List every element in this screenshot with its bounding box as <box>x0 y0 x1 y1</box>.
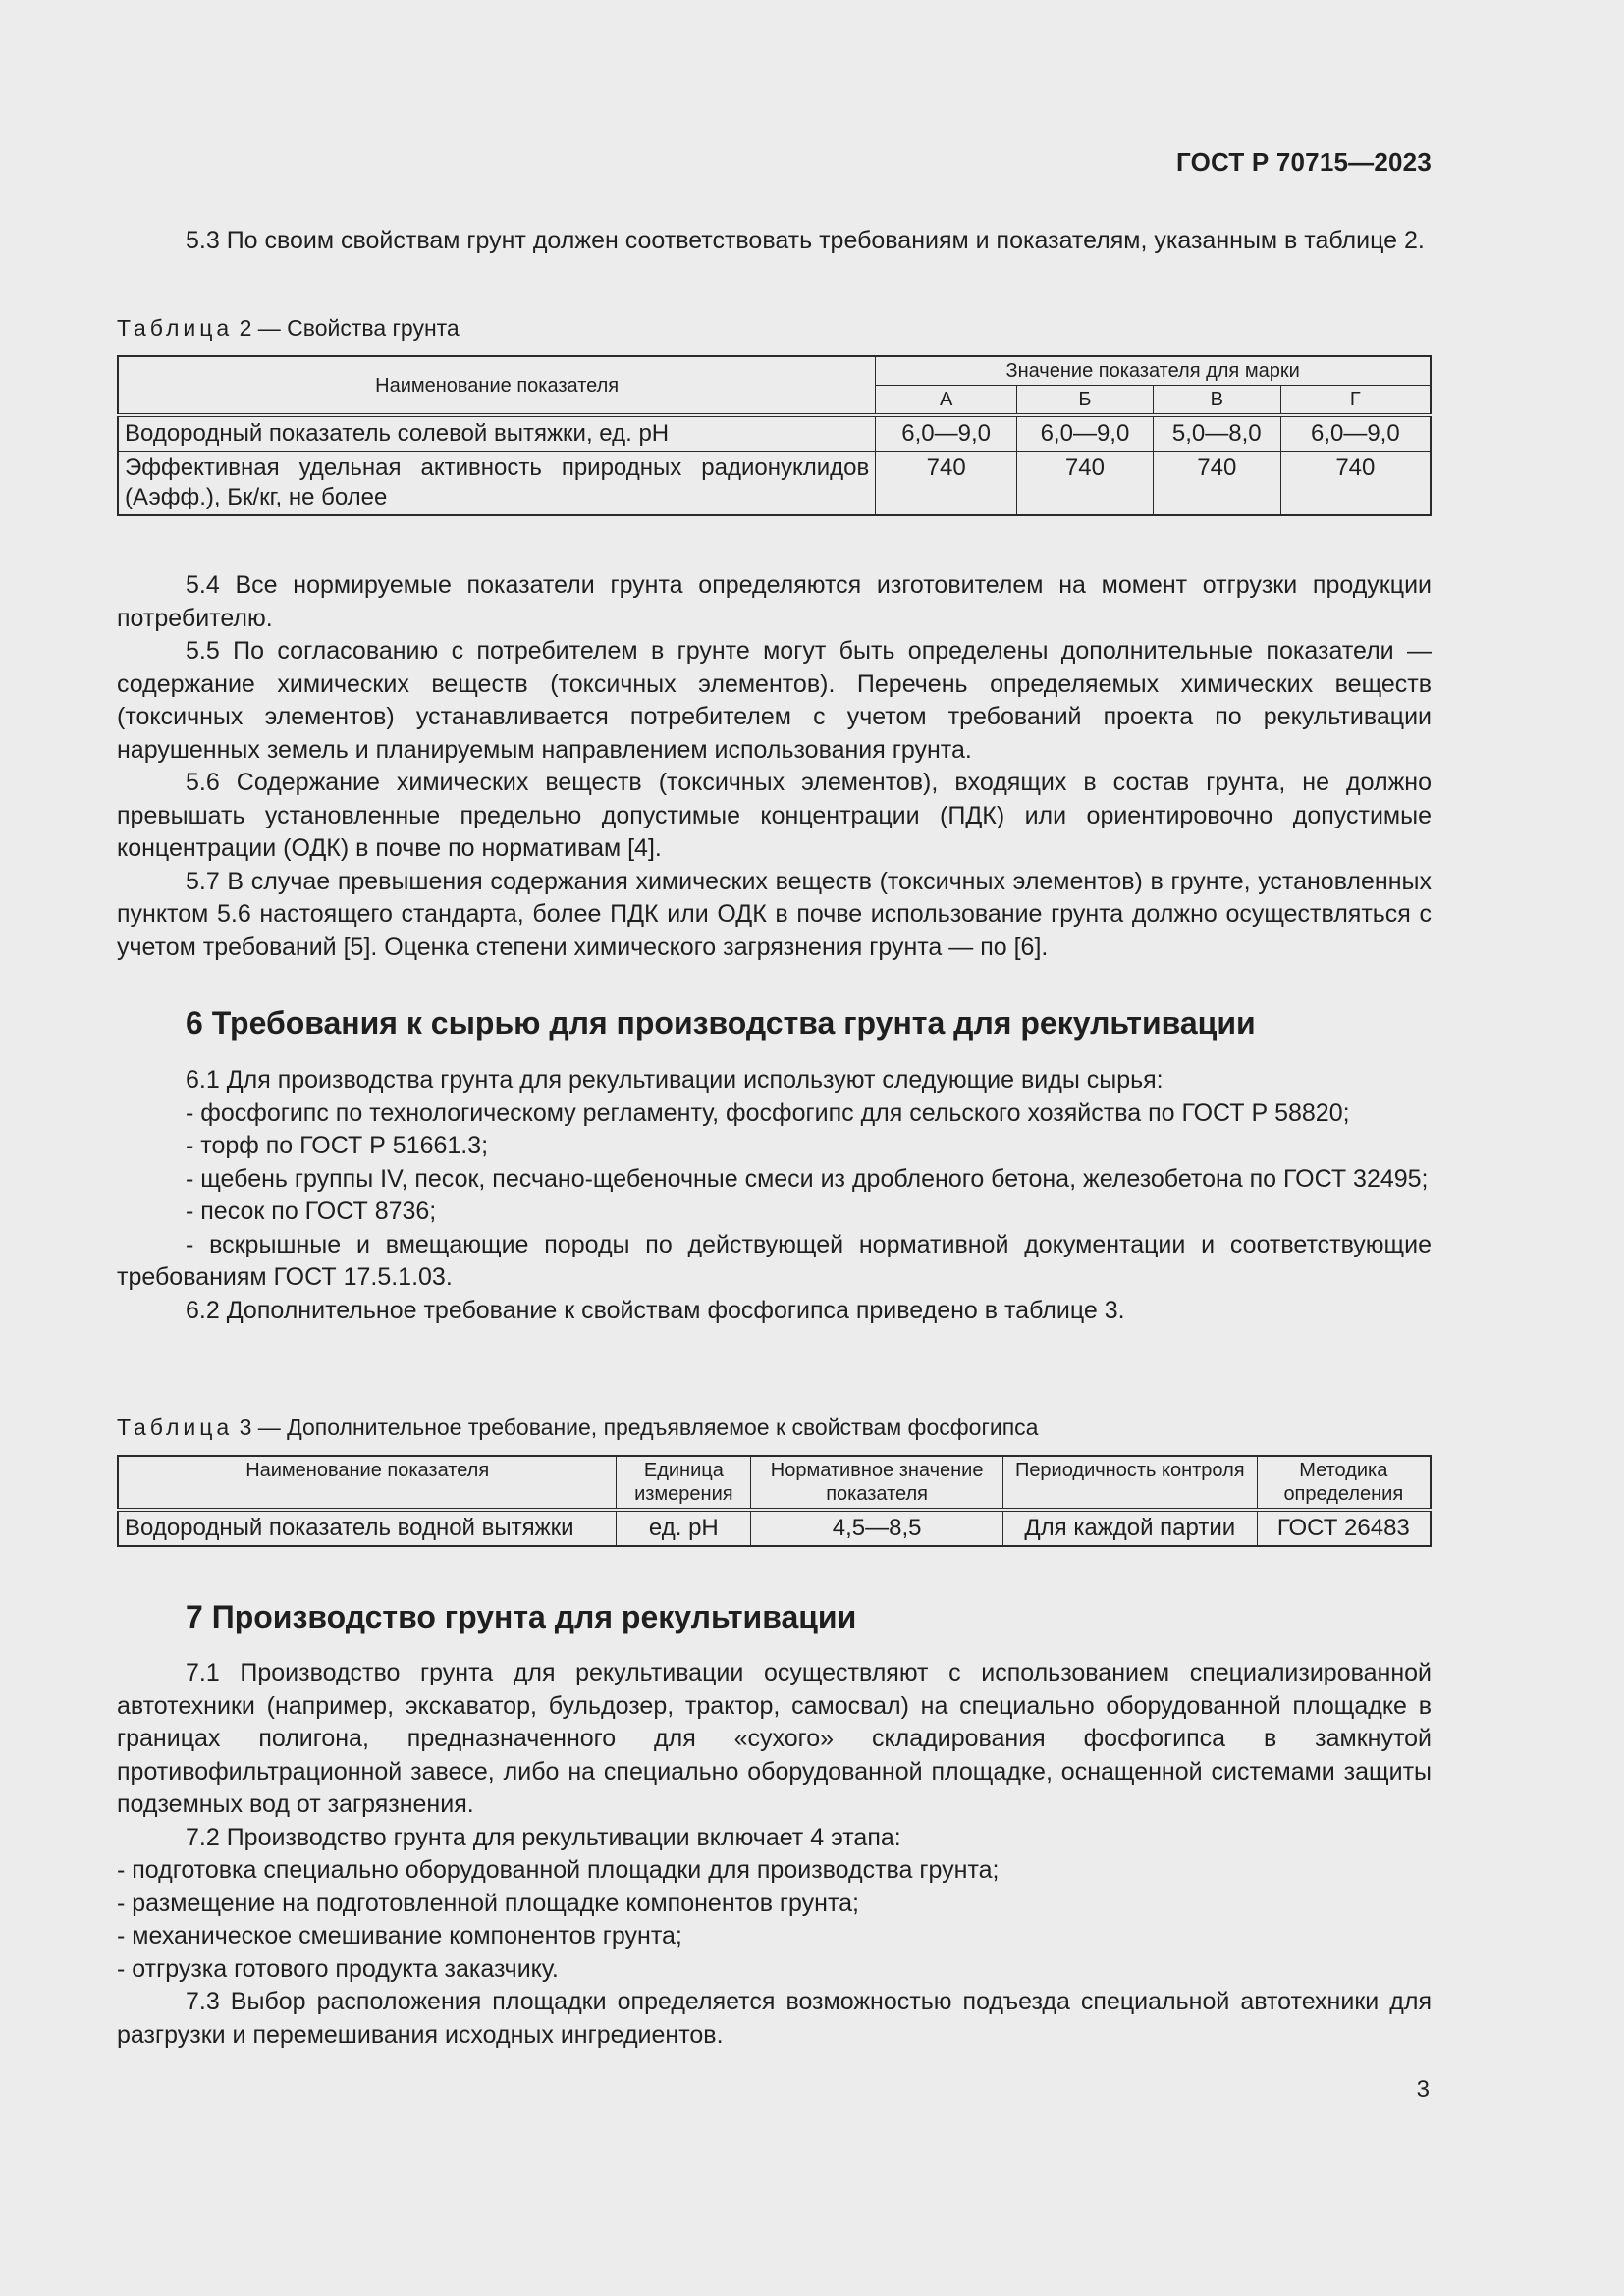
table3-header-period: Периодичность контроля <box>1002 1456 1257 1510</box>
table-row <box>118 452 1431 516</box>
table2-caption-label: Таблица <box>117 315 234 341</box>
table-row <box>118 1510 1431 1546</box>
document-code-header: ГОСТ Р 70715—2023 <box>1176 147 1432 177</box>
paragraph-5-6: 5.6 Содержание химических веществ (токсичных элементов), входящих в состав грунта, не должно превышать установленные предельно допустимые концентрации (ПДК) или ориентировочно допустимые концентрации (ОДК) в почве по нормативам [4]. <box>117 769 1432 862</box>
paragraph-7-3: 7.3 Выбор расположения площадки определяется возможностью подъезда специальной автотехники для разгрузки и перемешивания исходных ингредиентов. <box>117 1988 1432 2049</box>
table2-row2-val-g: 740 <box>1280 452 1431 516</box>
list-item: - отгрузка готового продукта заказчику. <box>117 1954 559 1983</box>
table3-row-period: Для каждой партии <box>1002 1510 1257 1546</box>
table3 <box>117 1455 1432 1547</box>
table3-caption <box>117 1413 1038 1442</box>
table2-row1-val-v: 5,0—8,0 <box>1153 415 1280 452</box>
section6-body <box>117 1064 1432 1327</box>
table2-row1-val-a: 6,0—9,0 <box>876 415 1017 452</box>
table2-row2-name: Эффективная удельная активность природных радионуклидов (Аэфф.), Бк/кг, не более <box>118 452 876 516</box>
table2-row2-val-a: 740 <box>876 452 1017 516</box>
list-item: - подготовка специально оборудованной площадки для производства грунта; <box>117 1856 1000 1884</box>
paragraph-7-2: 7.2 Производство грунта для рекультивации включает 4 этапа: <box>186 1823 901 1851</box>
table2-header-row-1 <box>118 356 1431 386</box>
paragraph-5-7: 5.7 В случае превышения содержания химических веществ (токсичных элементов) в грунте, установленных пунктом 5.6 настоящего стандарта, более ПДК или ОДК в почве использование грунта должно осуществляться с учетом требований [5]. Оценка степени химического загрязнения грунта — по [6]. <box>117 867 1432 961</box>
list-item: - вскрышные и вмещающие породы по действующей нормативной документации и соответствующие требованиям ГОСТ 17.5.1.03. <box>117 1230 1432 1291</box>
table2-row1-name: Водородный показатель солевой вытяжки, ед. рН <box>118 415 876 452</box>
table2-grade-g: Г <box>1280 386 1431 416</box>
table2-header-group: Значение показателя для марки <box>876 356 1431 386</box>
paragraph-6-1: 6.1 Для производства грунта для рекультивации используют следующие виды сырья: <box>186 1066 1164 1094</box>
paragraph-5-4: 5.4 Все нормируемые показатели грунта определяются изготовителем на момент отгрузки продукции потребителю. <box>117 571 1432 632</box>
table3-header-method: Методика определения <box>1257 1456 1431 1510</box>
table2-grade-a: А <box>876 386 1017 416</box>
list-item: - песок по ГОСТ 8736; <box>186 1198 437 1225</box>
section5-paragraphs <box>117 569 1432 964</box>
section7-body <box>117 1657 1432 2052</box>
paragraph-5-3: 5.3 По своим свойствам грунт должен соответствовать требованиям и показателям, указанным в таблице 2. <box>186 227 1425 254</box>
section6-title: 6 Требования к сырью для производства грунта для рекультивации <box>186 1005 1256 1041</box>
table3-row-norm: 4,5—8,5 <box>751 1510 1003 1546</box>
table3-caption-text: 3 — Дополнительное требование, предъявляемое к свойствам фосфогипса <box>239 1415 1039 1440</box>
table3-caption-label: Таблица <box>117 1415 234 1440</box>
table2 <box>117 355 1432 516</box>
paragraph-5-5: 5.5 По согласованию с потребителем в грунте могут быть определены дополнительные показатели — содержание химических веществ (токсичных элементов). Перечень определяемых химических веществ (токсичных элементов) устанавливается потребителем с учетом требований проекта по рекультивации нарушенных земель и планируемым направлением использования грунта. <box>117 637 1432 764</box>
table-row <box>118 415 1431 452</box>
table2-caption-text: 2 — Свойства грунта <box>239 315 460 341</box>
table3-header-name: Наименование показателя <box>118 1456 617 1510</box>
table2-row2-val-b: 740 <box>1017 452 1154 516</box>
list-item: - фосфогипс по технологическому регламенту, фосфогипс для сельского хозяйства по ГОСТ Р 58820; <box>186 1098 1350 1127</box>
paragraph-7-1: 7.1 Производство грунта для рекультивации осуществляют с использованием специализированной автотехники (например, экскаватор, бульдозер, трактор, самосвал) на специально оборудованной площадке в границах полигона, предназначенного для «сухого» складирования фосфогипса в замкнутой противофильтрационной завесе, либо на специально оборудованной площадке, оснащенной системами защиты подземных вод от загрязнения. <box>117 1659 1432 1818</box>
section7-title: 7 Производство грунта для рекультивации <box>186 1599 857 1634</box>
table3-row-name: Водородный показатель водной вытяжки <box>118 1510 617 1546</box>
list-item: - щебень группы IV, песок, песчано-щебеночные смеси из дробленого бетона, железобетона по ГОСТ 32495; <box>186 1164 1429 1193</box>
table3-row-method: ГОСТ 26483 <box>1257 1510 1431 1546</box>
table2-row1-val-g: 6,0—9,0 <box>1280 415 1431 452</box>
table3-header-unit: Единица измерения <box>617 1456 751 1510</box>
paragraph-6-2: 6.2 Дополнительное требование к свойствам фосфогипса приведено в таблице 3. <box>186 1296 1125 1324</box>
table3-header-row <box>118 1456 1431 1510</box>
table3-header-norm: Нормативное значение показателя <box>751 1456 1003 1510</box>
table2-grade-v: В <box>1153 386 1280 416</box>
list-item: - механическое смешивание компонентов грунта; <box>117 1922 682 1949</box>
page-number: 3 <box>1416 2076 1430 2103</box>
table2-row2-val-v: 740 <box>1153 452 1280 516</box>
table2-row1-val-b: 6,0—9,0 <box>1017 415 1154 452</box>
list-item: - торф по ГОСТ Р 51661.3; <box>186 1132 489 1159</box>
list-item: - размещение на подготовленной площадке компонентов грунта; <box>117 1889 859 1917</box>
table3-row-unit: ед. рН <box>617 1510 751 1546</box>
table2-grade-b: Б <box>1017 386 1154 416</box>
table2-caption <box>117 313 460 343</box>
table2-header-name: Наименование показателя <box>118 356 876 415</box>
